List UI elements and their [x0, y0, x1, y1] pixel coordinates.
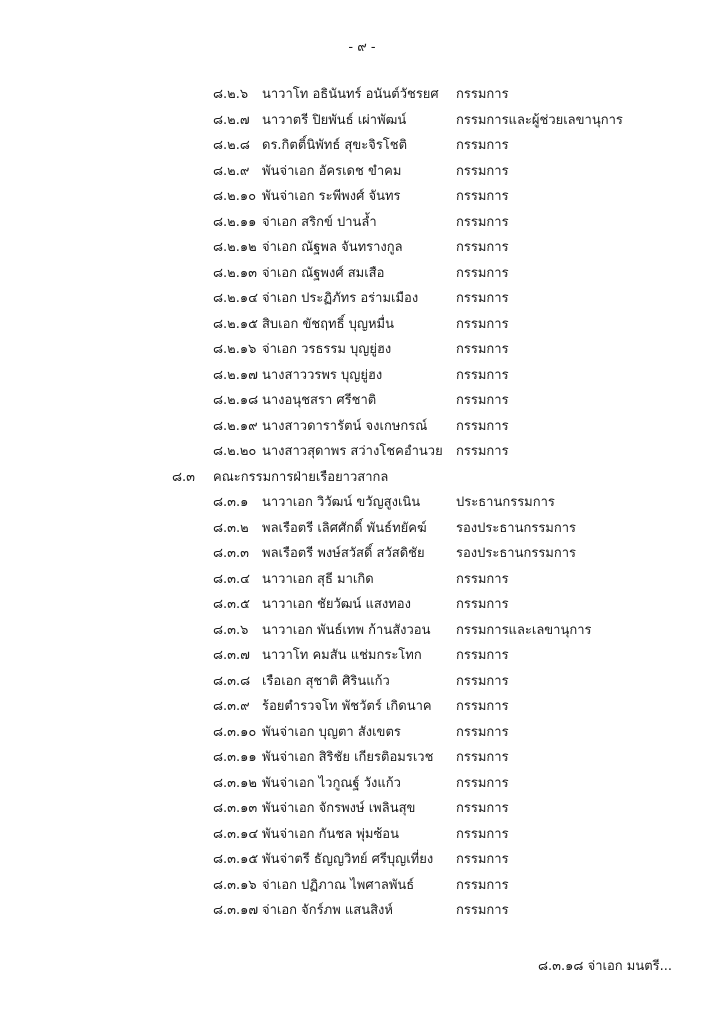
member-row [0, 414, 724, 440]
member-name: พันจ่าเอก กันชล พุ่มซ้อน [262, 826, 399, 842]
member-role: กรรมการ [456, 444, 509, 459]
member-role: กรรมการ [456, 903, 509, 918]
item-number: ๘.๒.๖ [213, 87, 249, 102]
member-name: พันจ่าเอก สิริชัย เกียรติอมรเวช [262, 750, 434, 765]
member-role: กรรมการ [456, 342, 509, 357]
member-role: กรรมการ [456, 750, 509, 765]
member-row [0, 516, 724, 542]
member-row [0, 567, 724, 593]
member-name: นาวาตรี ปิยพันธ์ เผ่าพัฒน์ [262, 112, 407, 128]
member-row [0, 159, 724, 185]
member-role: กรรมการ [456, 597, 509, 612]
member-name: จ่าเอก ประฏิภัทร อร่ามเมือง [262, 291, 419, 306]
item-number: ๘.๓.๙ [213, 699, 250, 714]
member-row [0, 108, 724, 134]
member-name: เรือเอก สุชาติ ศิรินแก้ว [262, 673, 390, 689]
item-number: ๘.๒.๘ [213, 138, 250, 153]
member-list [0, 82, 724, 924]
member-role: กรรมการ [456, 393, 509, 408]
member-row [0, 898, 724, 924]
continuation-text: ๘.๓.๑๘ จ่าเอก มนตรี... [538, 959, 673, 974]
member-role: กรรมการ [456, 852, 509, 867]
page-number: - ๙ - [348, 40, 376, 55]
member-role: กรรมการ [456, 316, 509, 332]
member-row [0, 184, 724, 210]
member-row [0, 490, 724, 516]
member-role: กรรมการ [456, 291, 509, 306]
member-role: กรรมการ [456, 265, 509, 281]
item-number: ๘.๓.๗ [213, 648, 250, 663]
member-role: กรรมการ [456, 775, 509, 791]
section-number: ๘.๓ [172, 469, 196, 485]
member-name: พันจ่าเอก บุญตา สังเขตร [262, 724, 401, 740]
item-number: ๘.๓.๑๓ [213, 801, 258, 816]
member-name: นาวาเอก ชัยวัฒน์ แสงทอง [262, 597, 411, 612]
member-name: นาวาเอก สุธี มาเกิด [262, 571, 374, 587]
member-role: กรรมการ [456, 189, 509, 204]
member-name: ร้อยตำรวจโท พัชวัตร์ เกิดนาค [262, 699, 432, 714]
member-row [0, 312, 724, 338]
item-number: ๘.๒.๑๙ [213, 418, 258, 434]
member-role: กรรมการ [456, 418, 509, 434]
item-number: ๘.๓.๓ [213, 546, 250, 561]
item-number: ๘.๒.๑๓ [213, 265, 258, 281]
item-number: ๘.๓.๖ [213, 622, 249, 638]
member-name: นางสาวสุดาพร สว่างโชคอำนวย [262, 444, 443, 459]
item-number: ๘.๒.๗ [213, 112, 250, 128]
member-name: นาวาเอก วิวัฒน์ ขวัญสูงเนิน [262, 495, 421, 510]
member-name: นางสาววรพร บุญยู่ฮง [262, 367, 383, 383]
member-role: กรรมการ [456, 163, 509, 179]
member-role: กรรมการ [456, 673, 509, 689]
member-row [0, 796, 724, 822]
member-role: ประธานกรรมการ [456, 495, 555, 510]
item-number: ๘.๓.๑ [213, 495, 249, 510]
member-role: กรรมการ [456, 214, 509, 230]
member-row [0, 261, 724, 287]
member-name: จ่าเอก จักร์ภพ แสนสิงห์ [262, 903, 393, 918]
item-number: ๘.๒.๑๖ [213, 342, 257, 357]
member-name: พันจ่าเอก อัครเดช ขำคม [262, 163, 402, 179]
member-name: พลเรือตรี พงษ์สวัสดิ์ สวัสดิชัย [262, 546, 425, 561]
member-name: จ่าเอก สริกข์ ปานล้ำ [262, 214, 377, 230]
member-role: รองประธานกรรมการ [456, 546, 577, 561]
member-role: กรรมการ [456, 724, 509, 740]
item-number: ๘.๓.๑๕ [213, 852, 259, 867]
member-row [0, 847, 724, 873]
member-row [0, 439, 724, 465]
member-role: กรรมการและเลขานุการ [456, 622, 592, 638]
member-role: กรรมการ [456, 877, 509, 893]
item-number: ๘.๓.๔ [213, 571, 251, 587]
member-name: ดร.กิตติ์นิพัทธ์ สุขะจิรโชติ [262, 138, 408, 153]
member-role: กรรมการ [456, 648, 509, 663]
member-name: จ่าเอก ปฏิภาณ ไพศาลพันธ์ [262, 877, 415, 893]
item-number: ๘.๒.๑๗ [213, 367, 258, 383]
item-number: ๘.๓.๑๒ [213, 775, 258, 791]
member-name: นาวาโท คมสัน แช่มกระโทก [262, 648, 422, 663]
member-role: กรรมการ [456, 826, 509, 842]
member-role: กรรมการ [456, 87, 509, 102]
member-role: กรรมการ [456, 138, 509, 153]
item-number: ๘.๓.๕ [213, 597, 251, 612]
member-row [0, 669, 724, 695]
member-row [0, 592, 724, 618]
member-row [0, 133, 724, 159]
member-row [0, 235, 724, 261]
member-row [0, 388, 724, 414]
item-number: ๘.๓.๑๐ [213, 724, 257, 740]
member-role: กรรมการและผู้ช่วยเลขานุการ [456, 112, 623, 128]
member-role: กรรมการ [456, 571, 509, 587]
member-row [0, 694, 724, 720]
member-name: พันจ่าเอก ไวกูณฐ์ วังแก้ว [262, 775, 401, 791]
item-number: ๘.๓.๑๗ [213, 903, 259, 918]
member-name: สิบเอก ขัชฤทธิ์ บุญหมื่น [262, 316, 395, 332]
member-row [0, 643, 724, 669]
item-number: ๘.๓.๑๔ [213, 826, 259, 842]
member-name: พลเรือตรี เลิศศักดิ์ พันธ์ทยัคฆ์ [262, 520, 427, 536]
member-name: พันจ่าเอก ระพีพงศ์ จันทร [262, 189, 401, 204]
item-number: ๘.๒.๑๒ [213, 240, 257, 255]
member-row [0, 286, 724, 312]
item-number: ๘.๒.๑๐ [213, 189, 257, 204]
member-row [0, 720, 724, 746]
member-row [0, 210, 724, 236]
member-role: รองประธานกรรมการ [456, 520, 577, 536]
item-number: ๘.๒.๑๘ [213, 393, 259, 408]
member-row [0, 745, 724, 771]
member-name: นาวาโท อธินันทร์ อนันต์วัชรยศ [262, 87, 439, 102]
section-heading [0, 465, 724, 491]
member-name: จ่าเอก วรธรรม บุญยู่ฮง [262, 342, 392, 357]
member-row [0, 771, 724, 797]
item-number: ๘.๒.๒๐ [213, 444, 257, 459]
item-number: ๘.๒.๑๑ [213, 214, 257, 230]
item-number: ๘.๒.๙ [213, 163, 250, 179]
member-name: นางอนุชสรา ศรีชาติ [262, 393, 377, 408]
member-row [0, 618, 724, 644]
member-name: นาวาเอก พันธ์เทพ ก้านสังวอน [262, 622, 431, 638]
item-number: ๘.๓.๑๖ [213, 877, 257, 893]
member-row [0, 822, 724, 848]
item-number: ๘.๒.๑๔ [213, 291, 258, 306]
item-number: ๘.๓.๑๑ [213, 750, 257, 765]
member-name: นางสาวดารารัตน์ จงเกษกรณ์ [262, 418, 428, 434]
member-role: กรรมการ [456, 699, 509, 714]
member-role: กรรมการ [456, 801, 509, 816]
item-number: ๘.๒.๑๕ [213, 316, 258, 332]
member-row [0, 873, 724, 899]
member-name: จ่าเอก ณัฐพล จันทรางกูล [262, 240, 403, 255]
member-name: จ่าเอก ณัฐพงศ์ สมเสือ [262, 265, 385, 281]
member-role: กรรมการ [456, 367, 509, 383]
member-row [0, 363, 724, 389]
item-number: ๘.๓.๘ [213, 673, 251, 689]
member-row [0, 337, 724, 363]
section-title: คณะกรรมการฝ่ายเรือยาวสากล [213, 469, 389, 485]
member-row [0, 541, 724, 567]
member-name: พันจ่าตรี ธัญญวิทย์ ศรีบุญเที่ยง [262, 852, 434, 867]
member-name: พันจ่าเอก จักรพงษ์ เพลินสุข [262, 801, 416, 816]
item-number: ๘.๓.๒ [213, 520, 249, 536]
member-role: กรรมการ [456, 240, 509, 255]
member-row [0, 82, 724, 108]
